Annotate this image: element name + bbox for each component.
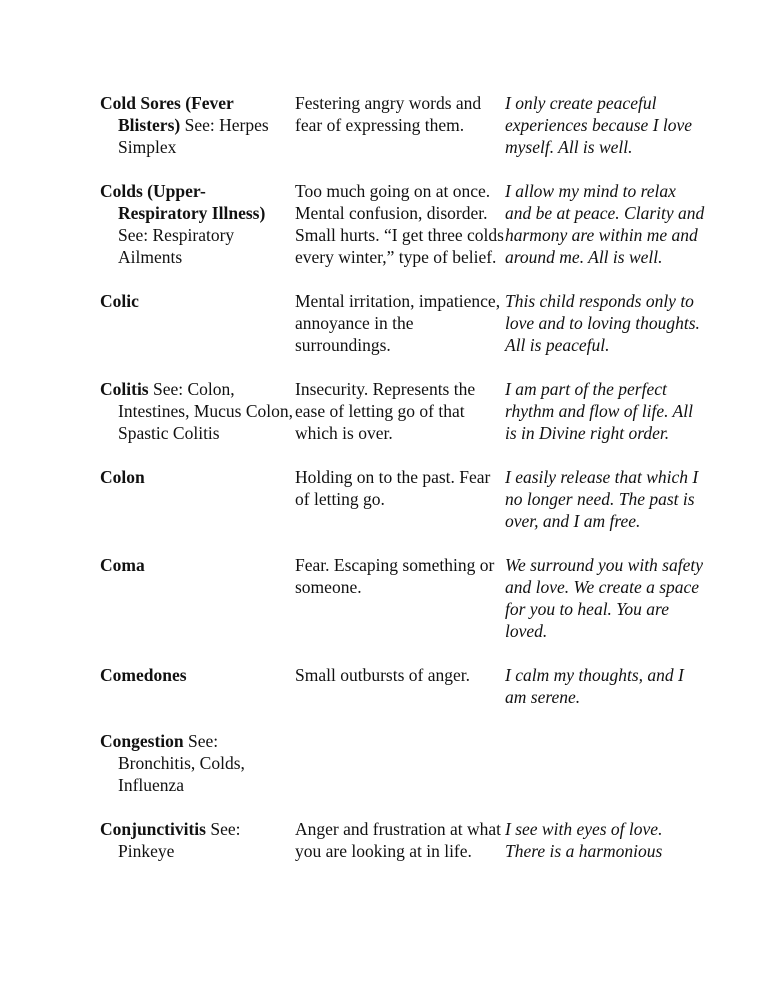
probable-cause: Small outbursts of anger. [295,665,470,685]
probable-cause [295,730,505,796]
see-reference: See: Bronchitis, Colds, Influenza [118,731,245,795]
problem-term: Conjunctivitis [100,819,206,839]
problem-cell [100,664,295,708]
see-reference: See: Pinkeye [118,819,241,861]
new-thought-pattern: I only create peaceful experiences because I love myself. All is well. [505,93,693,157]
problem-term: Coma [100,555,145,575]
probable-cause: Fear. Escaping something or someone. [295,555,495,597]
problem-term: Congestion [100,731,184,751]
problem-cell [100,290,295,356]
entry-coma [100,554,704,642]
problem-term: Colic [100,291,139,311]
problem-cell [100,818,295,862]
problem-cell [100,180,295,268]
see-reference: See: Respiratory Ailments [118,225,235,267]
problem-cell [100,378,295,444]
entry-comedones [100,664,690,708]
problem-term: Cold Sores (Fever Blisters) [100,93,234,135]
entry-conjunctivitis [100,818,690,862]
entry-congestion [100,730,690,796]
probable-cause: Anger and frustration at what you are looking at in life. [295,819,502,861]
probable-cause: Too much going on at once. Mental confusion, disorder. Small hurts. “I get three colds every winter,” type of belief. [295,181,504,267]
new-thought-pattern [505,730,705,796]
problem-cell [100,466,295,532]
new-thought-pattern: I allow my mind to relax and be at peace. Clarity and harmony are within me and around me. All is well. [505,181,705,267]
new-thought-pattern: I am part of the perfect rhythm and flow of life. All is in Divine right order. [505,379,693,443]
problem-term: Colds (Upper-Respiratory Illness) [100,181,266,223]
see-reference: See: Herpes Simplex [118,115,269,157]
problem-cell [100,730,295,796]
see-reference: See: Colon, Intestines, Mucus Colon, Spastic Colitis [118,379,293,443]
problem-term: Colon [100,467,145,487]
problem-term: Colitis [100,379,149,399]
entry-colic [100,290,700,356]
new-thought-pattern: I see with eyes of love. There is a harmonious [505,819,663,861]
entry-colds [100,180,705,268]
problem-term: Comedones [100,665,187,685]
document-page [100,92,705,884]
probable-cause: Mental irritation, impatience, annoyance in the surroundings. [295,291,501,355]
new-thought-pattern: I easily release that which I no longer need. The past is over, and I am free. [505,467,699,531]
new-thought-pattern: I calm my thoughts, and I am serene. [505,665,684,707]
probable-cause: Festering angry words and fear of expressing them. [295,93,482,135]
problem-cell [100,92,295,158]
entry-colitis [100,378,693,444]
probable-cause: Holding on to the past. Fear of letting go. [295,467,491,509]
probable-cause: Insecurity. Represents the ease of letting go of that which is over. [295,379,476,443]
entry-cold-sores [100,92,693,158]
entry-colon [100,466,699,532]
new-thought-pattern: We surround you with safety and love. We create a space for you to heal. You are loved. [505,555,704,641]
new-thought-pattern: This child responds only to love and to loving thoughts. All is peaceful. [505,291,700,355]
problem-cell [100,554,295,642]
